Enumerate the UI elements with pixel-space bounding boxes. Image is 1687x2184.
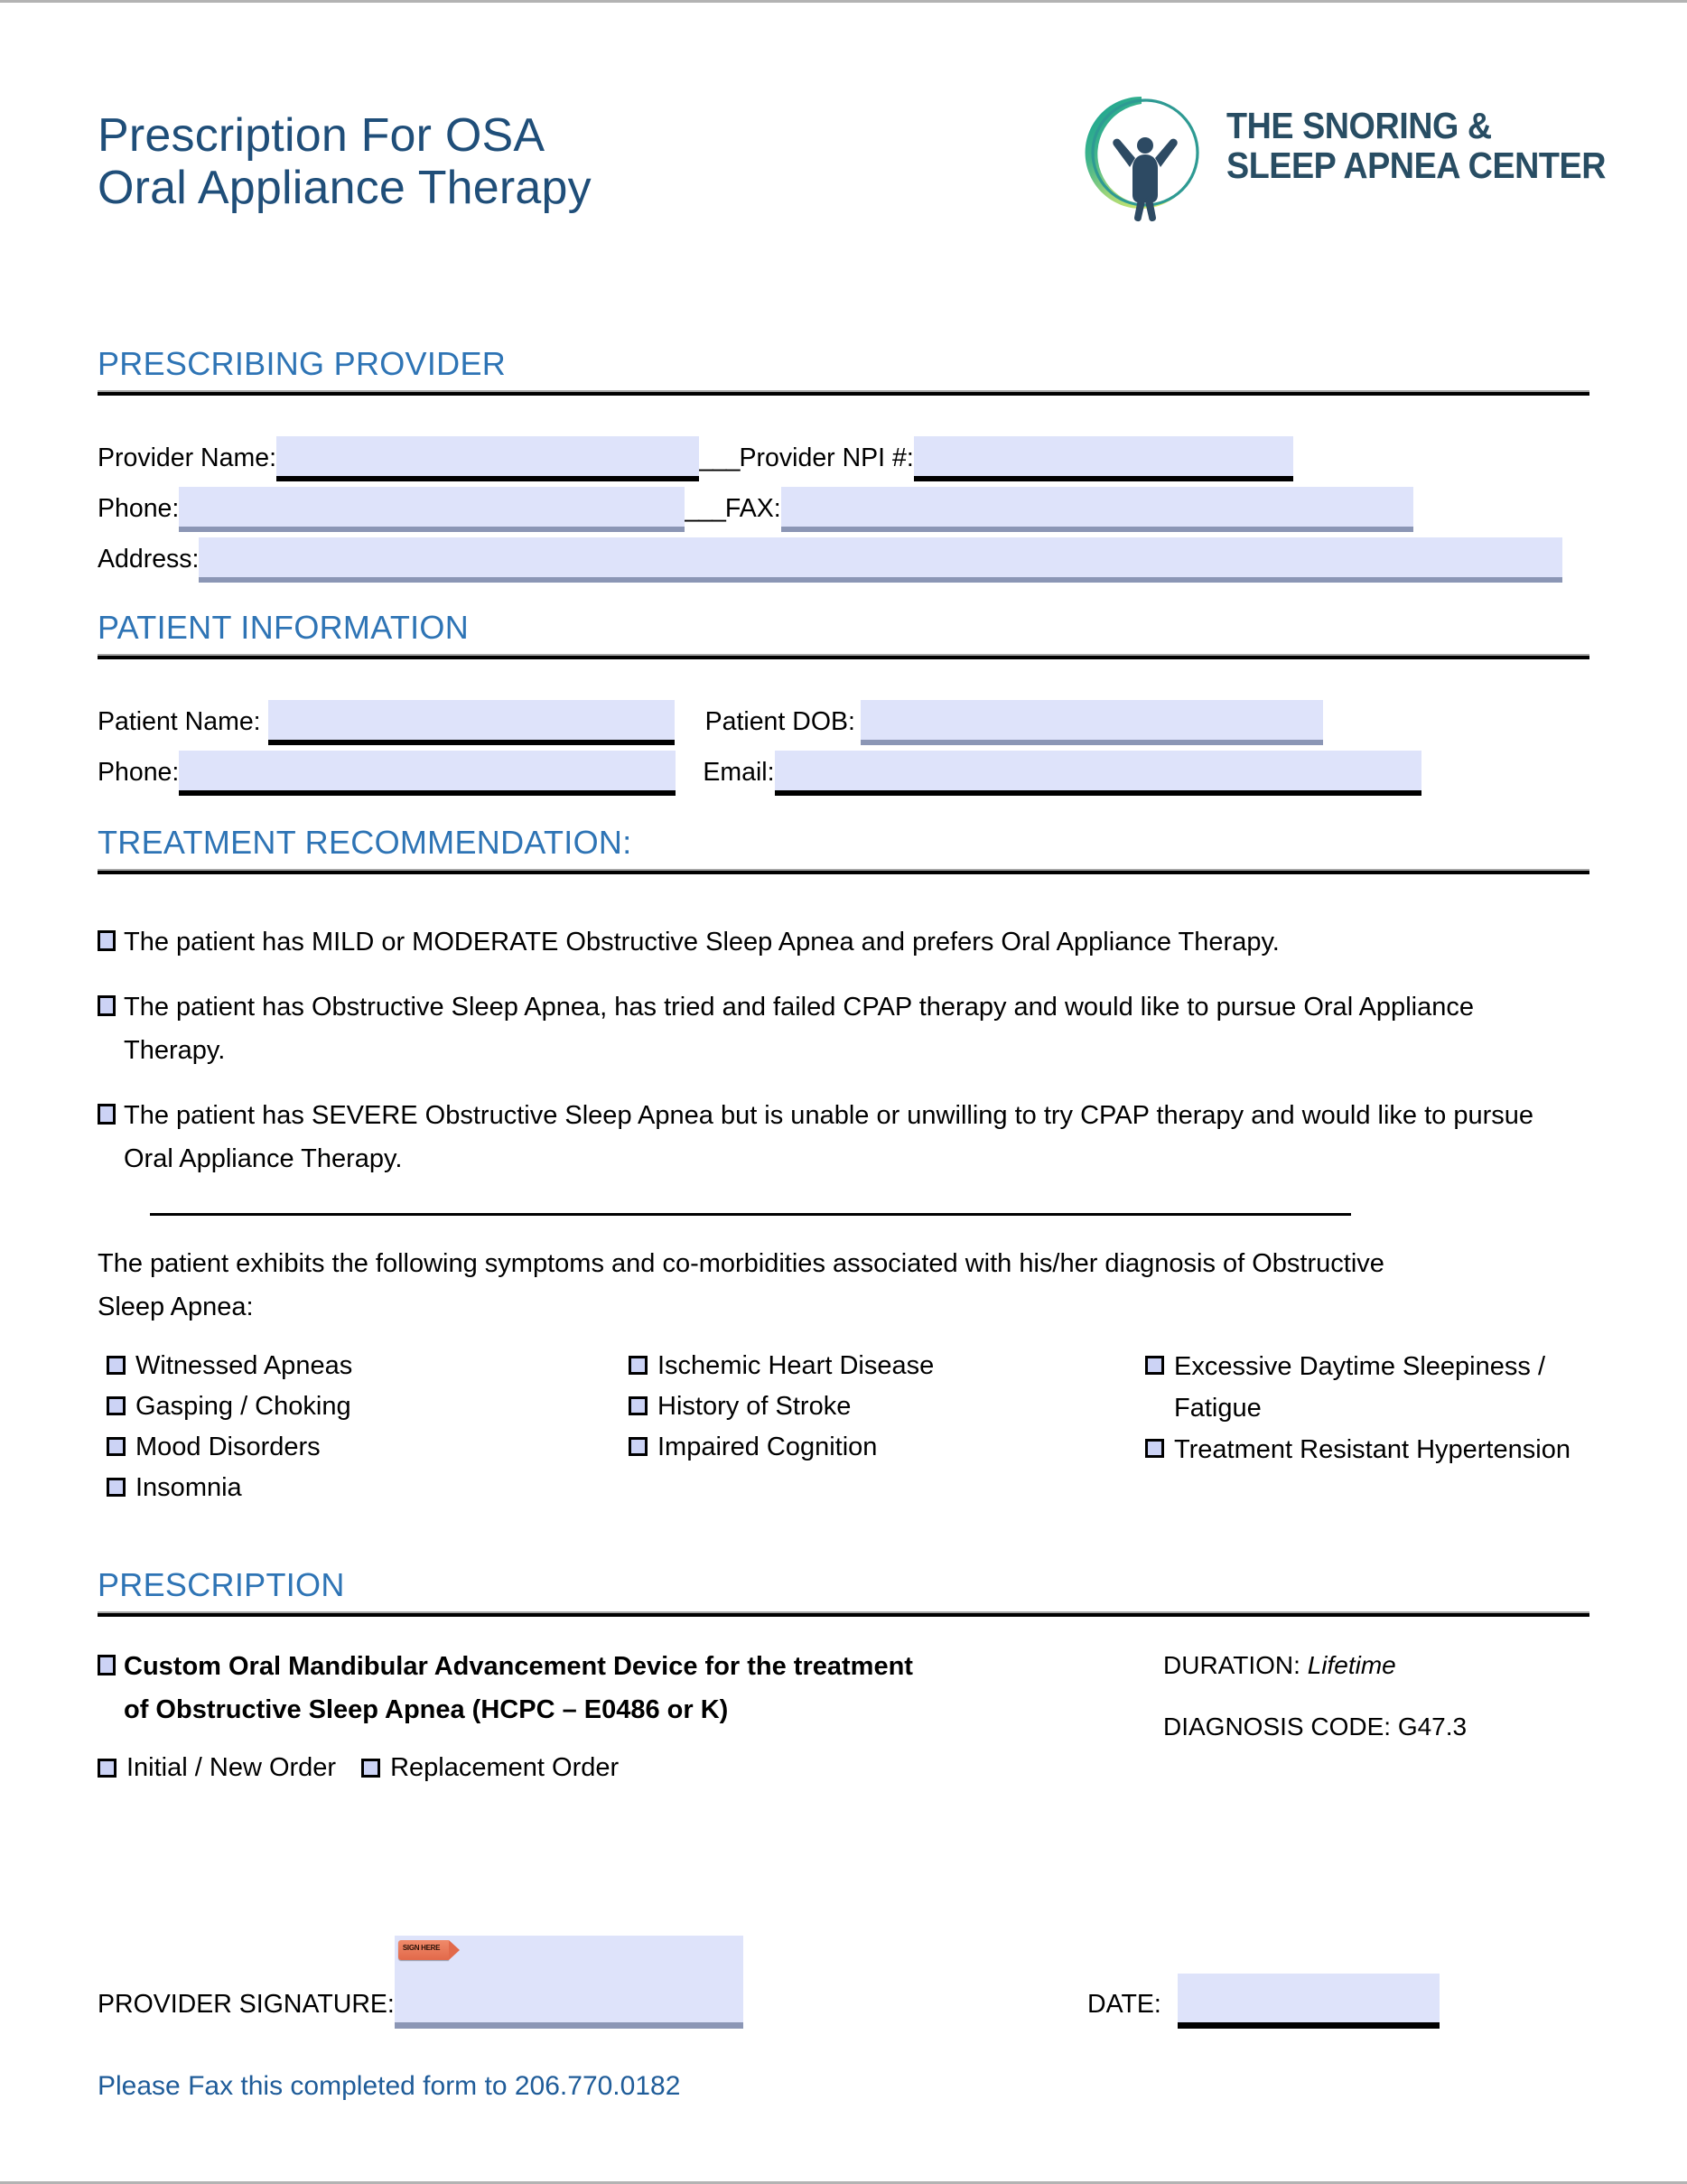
symptom-column-2 xyxy=(629,1346,1098,1468)
treatment-option-2-label: The patient has Obstructive Sleep Apnea, has tried and failed CPAP therapy and would like to pursue Oral Appliance Therapy. xyxy=(124,993,1474,1065)
provider-npi-label: Provider NPI #: xyxy=(739,443,914,472)
symptom-item[interactable] xyxy=(107,1386,612,1427)
diagnosis-code-row xyxy=(1163,1706,1467,1748)
provider-phone-label: Phone: xyxy=(98,494,180,523)
symptom-label: Impaired Cognition xyxy=(657,1433,878,1461)
section-patient-information xyxy=(98,610,1589,659)
symptom-checkbox[interactable] xyxy=(629,1437,648,1456)
prescription-device-option[interactable] xyxy=(98,1645,1001,1731)
patient-dob-input[interactable] xyxy=(861,700,1323,740)
sign-here-tag-text: SIGN HERE xyxy=(402,1944,441,1952)
symptom-label: Witnessed Apneas xyxy=(135,1351,353,1380)
symptom-label: Gasping / Choking xyxy=(135,1392,351,1421)
symptom-checkbox[interactable] xyxy=(107,1356,126,1375)
page-title xyxy=(98,109,592,214)
symptom-item[interactable] xyxy=(107,1346,612,1386)
fax-instruction-text: Please Fax this completed form to 206.770.0182 xyxy=(98,2071,681,2101)
treatment-option-1[interactable] xyxy=(98,920,1543,964)
provider-signature-label: PROVIDER SIGNATURE: xyxy=(98,1990,395,2019)
treatment-option-1-checkbox[interactable] xyxy=(98,930,116,951)
symptom-label: Treatment Resistant Hypertension xyxy=(1174,1435,1570,1464)
provider-name-input[interactable] xyxy=(276,436,699,476)
symptom-checkbox[interactable] xyxy=(107,1478,126,1497)
document-header xyxy=(98,105,1606,290)
provider-signature-input[interactable] xyxy=(395,1936,743,2022)
section-divider xyxy=(98,654,1589,659)
provider-fax-label: FAX: xyxy=(724,494,781,523)
section-heading-prescription: PRESCRIPTION xyxy=(98,1566,345,1603)
date-row xyxy=(1087,1974,1440,2022)
date-input[interactable] xyxy=(1178,1974,1440,2022)
patient-name-row xyxy=(98,698,1323,740)
symptom-item[interactable] xyxy=(629,1427,1098,1468)
section-divider xyxy=(98,1611,1589,1617)
symptom-item[interactable] xyxy=(107,1427,612,1468)
signature-row xyxy=(98,1936,743,2022)
patient-email-label: Email: xyxy=(703,758,775,787)
patient-phone-input[interactable] xyxy=(179,751,676,790)
provider-phone-input[interactable] xyxy=(179,487,685,527)
provider-fax-input[interactable] xyxy=(781,487,1413,527)
date-label: DATE: xyxy=(1087,1990,1161,2019)
company-logo xyxy=(1073,89,1606,223)
symptom-checkbox[interactable] xyxy=(629,1356,648,1375)
replacement-order-label: Replacement Order xyxy=(390,1753,620,1782)
symptom-checkbox[interactable] xyxy=(1145,1439,1164,1458)
symptom-checkbox[interactable] xyxy=(629,1396,648,1415)
prescription-device-line-2: of Obstructive Sleep Apnea (HCPC – E0486 or K) xyxy=(124,1695,729,1724)
symptom-item[interactable] xyxy=(107,1468,612,1508)
symptom-item[interactable] xyxy=(629,1346,1098,1386)
prescription-device-text xyxy=(124,1645,913,1731)
patient-dob-label: Patient DOB: xyxy=(704,707,855,736)
symptom-label: History of Stroke xyxy=(657,1392,852,1421)
logo-wordmark xyxy=(1226,106,1606,186)
initial-new-order-checkbox[interactable] xyxy=(98,1759,117,1778)
provider-phone-row xyxy=(98,485,1413,527)
provider-phone-trailing-underscore: ___ xyxy=(685,494,725,523)
section-heading-treatment: TREATMENT RECOMMENDATION: xyxy=(98,824,632,861)
logo-mark-icon xyxy=(1073,89,1207,223)
symptom-label: Excessive Daytime Sleepiness / Fatigue xyxy=(1174,1352,1545,1423)
patient-name-label: Patient Name: xyxy=(98,707,261,736)
symptom-checkbox[interactable] xyxy=(107,1396,126,1415)
provider-npi-input[interactable] xyxy=(914,436,1293,476)
logo-text-line-1: THE SNORING & xyxy=(1226,105,1492,146)
patient-name-input[interactable] xyxy=(268,700,675,740)
page-title-line-1: Prescription For OSA xyxy=(98,109,545,162)
treatment-option-1-label: The patient has MILD or MODERATE Obstructive Sleep Apnea and prefers Oral Appliance Therapy. xyxy=(124,928,1280,957)
symptom-checkbox[interactable] xyxy=(1145,1356,1164,1375)
patient-phone-label: Phone: xyxy=(98,758,180,787)
duration-value: Lifetime xyxy=(1307,1651,1396,1679)
section-divider xyxy=(98,869,1589,874)
page-title-line-2: Oral Appliance Therapy xyxy=(98,162,592,215)
symptom-item[interactable] xyxy=(1145,1346,1593,1429)
patient-email-input[interactable] xyxy=(775,751,1421,790)
symptom-item[interactable] xyxy=(1145,1429,1593,1470)
symptom-label: Ischemic Heart Disease xyxy=(657,1351,935,1380)
treatment-option-2-checkbox[interactable] xyxy=(98,995,116,1016)
diagnosis-code-value: G47.3 xyxy=(1397,1713,1468,1741)
duration-label: DURATION: xyxy=(1163,1651,1300,1679)
provider-address-input[interactable] xyxy=(199,537,1562,577)
section-prescription xyxy=(98,1567,1589,1617)
symptom-label: Insomnia xyxy=(135,1473,242,1502)
patient-phone-row xyxy=(98,749,1421,790)
symptom-checkbox[interactable] xyxy=(107,1437,126,1456)
logo-text-line-2: SLEEP APNEA CENTER xyxy=(1226,145,1606,187)
replacement-order-checkbox[interactable] xyxy=(361,1759,380,1778)
section-heading-patient: PATIENT INFORMATION xyxy=(98,609,470,646)
provider-name-trailing-underscore: ___ xyxy=(698,443,740,472)
treatment-option-3-checkbox[interactable] xyxy=(98,1104,116,1125)
provider-address-label: Address: xyxy=(98,545,200,574)
provider-name-row xyxy=(98,434,1293,476)
diagnosis-code-label: DIAGNOSIS CODE: xyxy=(1163,1713,1392,1741)
symptoms-intro-text: The patient exhibits the following symptoms and co-morbidities associated with his/her diagnosis of Obstructive Sleep Apnea: xyxy=(98,1249,1384,1321)
symptom-column-1 xyxy=(107,1346,612,1508)
treatment-option-3-label: The patient has SEVERE Obstructive Sleep Apnea but is unable or unwilling to try CPAP therapy and would like to pursue Oral Appliance Therapy. xyxy=(124,1101,1533,1173)
section-divider xyxy=(98,390,1589,396)
prescription-device-line-1: Custom Oral Mandibular Advancement Device for the treatment xyxy=(124,1652,913,1681)
order-type-row xyxy=(98,1748,910,1787)
provider-name-label: Provider Name: xyxy=(98,443,276,472)
symptom-item[interactable] xyxy=(629,1386,1098,1427)
symptom-column-3 xyxy=(1145,1346,1593,1470)
section-prescribing-provider xyxy=(98,346,1589,396)
sign-here-tag-icon[interactable] xyxy=(398,1940,449,1960)
treatment-option-3[interactable] xyxy=(98,1094,1552,1181)
provider-address-row xyxy=(98,536,1562,577)
prescription-device-checkbox[interactable] xyxy=(98,1655,116,1675)
section-heading-provider: PRESCRIBING PROVIDER xyxy=(98,345,507,382)
duration-row xyxy=(1163,1645,1396,1686)
symptom-label: Mood Disorders xyxy=(135,1433,321,1461)
treatment-option-2[interactable] xyxy=(98,985,1552,1072)
section-treatment-recommendation xyxy=(98,825,1589,874)
treatment-separator-rule xyxy=(150,1213,1351,1216)
initial-new-order-label: Initial / New Order xyxy=(126,1753,337,1782)
